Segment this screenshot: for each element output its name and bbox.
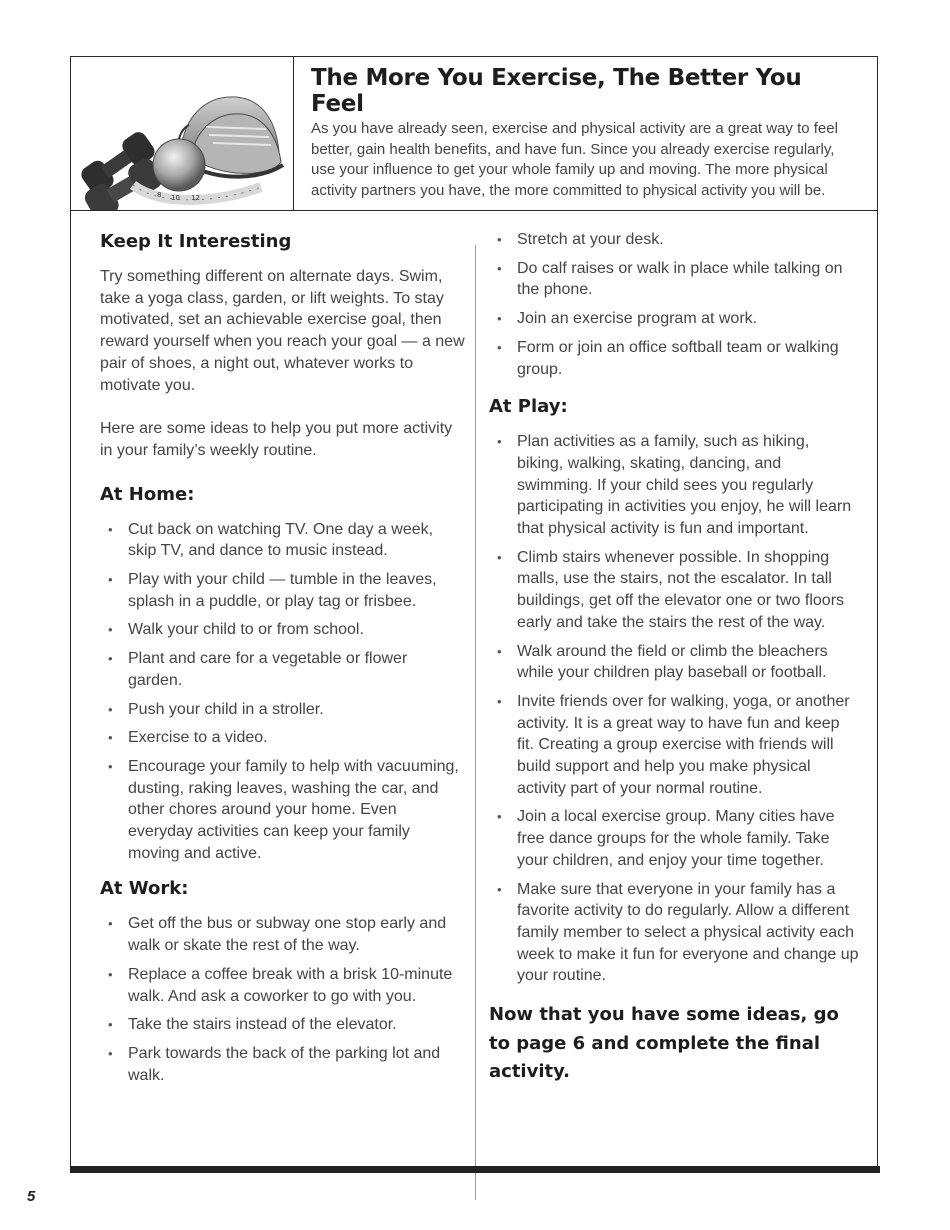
left-column bbox=[100, 229, 465, 1093]
list-item: • Make sure that everyone in your family has a favorite activity to do regularly. Allow a different family member to select a physical activity each week to make it fun for everyone and change up your routine. bbox=[489, 879, 859, 988]
list-item: • Replace a coffee break with a brisk 10-minute walk. And ask a coworker to go with you. bbox=[100, 964, 465, 1007]
at-home-heading: At Home: bbox=[100, 483, 195, 505]
dumbbells-apple-sneakers-icon bbox=[71, 57, 294, 210]
svg-text:10: 10 bbox=[171, 194, 180, 202]
page-title: The More You Exercise, The Better You Feel bbox=[311, 65, 802, 117]
intro-paragraph: As you have already seen, exercise and physical activity are a great way to feel better, gain health benefits, and have fun. Since you already exercise regularly, use your influence to get your whole family up and moving. The more physical activity partners you have, the more committed to physical activity you will be. bbox=[311, 120, 838, 199]
list-item: • Walk around the field or climb the bleachers while your children play baseball or football. bbox=[489, 641, 859, 684]
at-play-list bbox=[489, 431, 859, 987]
svg-text:12: 12 bbox=[191, 194, 200, 202]
bottom-rule bbox=[70, 1166, 880, 1173]
header-text bbox=[311, 65, 859, 201]
list-item: • Invite friends over for walking, yoga, or another activity. It is a great way to have fun and keep fit. Creating a group exercise with friends will build support and help you make physical activity part of your normal routine. bbox=[489, 691, 859, 800]
exercise-photo-illustration bbox=[71, 57, 293, 210]
list-item: • Do calf raises or walk in place while talking on the phone. bbox=[489, 258, 859, 301]
column-divider bbox=[475, 245, 476, 1200]
at-work-heading: At Work: bbox=[100, 878, 189, 900]
svg-text:8: 8 bbox=[157, 191, 162, 199]
at-work-list-continued bbox=[489, 229, 859, 380]
list-item: • Plant and care for a vegetable or flower garden. bbox=[100, 648, 465, 691]
list-item: • Stretch at your desk. bbox=[489, 229, 859, 251]
ideas-intro-paragraph: Here are some ideas to help you put more activity in your family’s weekly routine. bbox=[100, 420, 453, 459]
list-item: • Take the stairs instead of the elevator. bbox=[100, 1014, 465, 1036]
list-item: • Form or join an office softball team or walking group. bbox=[489, 337, 859, 380]
list-item: • Cut back on watching TV. One day a week, skip TV, and dance to music instead. bbox=[100, 519, 465, 562]
list-item: • Join an exercise program at work. bbox=[489, 308, 859, 330]
at-home-list bbox=[100, 519, 465, 865]
list-item: • Climb stairs whenever possible. In shopping malls, use the stairs, not the escalator. In tall buildings, get off the elevator one or two floors early and take the stairs the rest of the way. bbox=[489, 547, 859, 634]
list-item: • Exercise to a video. bbox=[100, 727, 465, 749]
list-item: • Walk your child to or from school. bbox=[100, 619, 465, 641]
closing-call-to-action: Now that you have some ideas, go to page 6 and complete the final activity. bbox=[489, 1004, 839, 1083]
keep-interesting-paragraph: Try something different on alternate days. Swim, take a yoga class, garden, or lift weights. To stay motivated, set an achievable exercise goal, then reward yourself when you reach your goal — a new pair of shoes, a night out, whatever works to motivate you. bbox=[100, 268, 465, 394]
right-column bbox=[489, 229, 859, 1087]
page-frame bbox=[70, 56, 878, 1171]
list-item: • Push your child in a stroller. bbox=[100, 699, 465, 721]
list-item: • Play with your child — tumble in the leaves, splash in a puddle, or play tag or frisbee. bbox=[100, 569, 465, 612]
at-play-heading: At Play: bbox=[489, 396, 568, 418]
header-section bbox=[71, 57, 877, 211]
list-item: • Plan activities as a family, such as hiking, biking, walking, skating, dancing, and swimming. If your child sees you regularly participating in activities you enjoy, he will learn that physical activity is fun and important. bbox=[489, 431, 859, 540]
page-number: 5 bbox=[27, 1188, 36, 1205]
list-item: • Join a local exercise group. Many cities have free dance groups for the whole family. Take your children, and enjoy your time together. bbox=[489, 806, 859, 871]
list-item: • Park towards the back of the parking lot and walk. bbox=[100, 1043, 465, 1086]
at-work-list bbox=[100, 913, 465, 1086]
list-item: • Get off the bus or subway one stop early and walk or skate the rest of the way. bbox=[100, 913, 465, 956]
keep-interesting-heading: Keep It Interesting bbox=[100, 231, 292, 252]
list-item: • Encourage your family to help with vacuuming, dusting, raking leaves, washing the car, and other chores around your home. Even everyday activities can keep your family moving and active. bbox=[100, 756, 465, 865]
